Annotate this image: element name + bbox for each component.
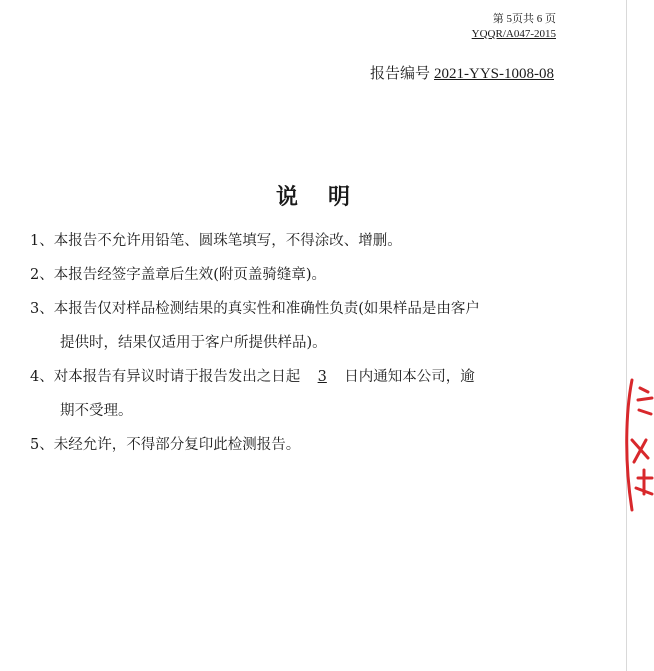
document-code: YQQR/A047-2015 <box>471 28 556 40</box>
note-item-2: 2、本报告经签字盖章后生效(附页盖骑缝章)。 <box>30 267 327 283</box>
objection-days: 3 <box>317 369 327 385</box>
report-number-label: 报告编号 <box>369 66 430 82</box>
note-item-4-prefix: 4、对本报告有异议时请于报告发出之日起 <box>30 369 301 385</box>
page-edge <box>626 0 654 671</box>
page-title: 说明 <box>275 184 380 210</box>
report-number: 2021-YYS-1008-08 <box>434 66 554 82</box>
note-item-4 <box>30 360 560 394</box>
page-count: 第 5页共 6 页 <box>492 13 556 25</box>
notes-list <box>30 224 560 462</box>
note-item-5: 5、未经允许，不得部分复印此检测报告。 <box>30 437 301 453</box>
note-item-1: 1、本报告不允许用铅笔、圆珠笔填写，不得涂改、增删。 <box>30 233 402 249</box>
report-number-line <box>370 62 554 83</box>
note-item-3: 3、本报告仅对样品检测结果的真实性和准确性负责(如果样品是由客户 <box>30 301 480 317</box>
note-item-3-continued: 提供时，结果仅适用于客户所提供样品)。 <box>60 335 327 351</box>
seal-stamp-fragment <box>618 370 654 525</box>
page-header <box>472 12 556 42</box>
note-item-4-suffix: 日内通知本公司，逾 <box>344 369 475 385</box>
note-item-4-continued: 期不受理。 <box>60 403 133 419</box>
